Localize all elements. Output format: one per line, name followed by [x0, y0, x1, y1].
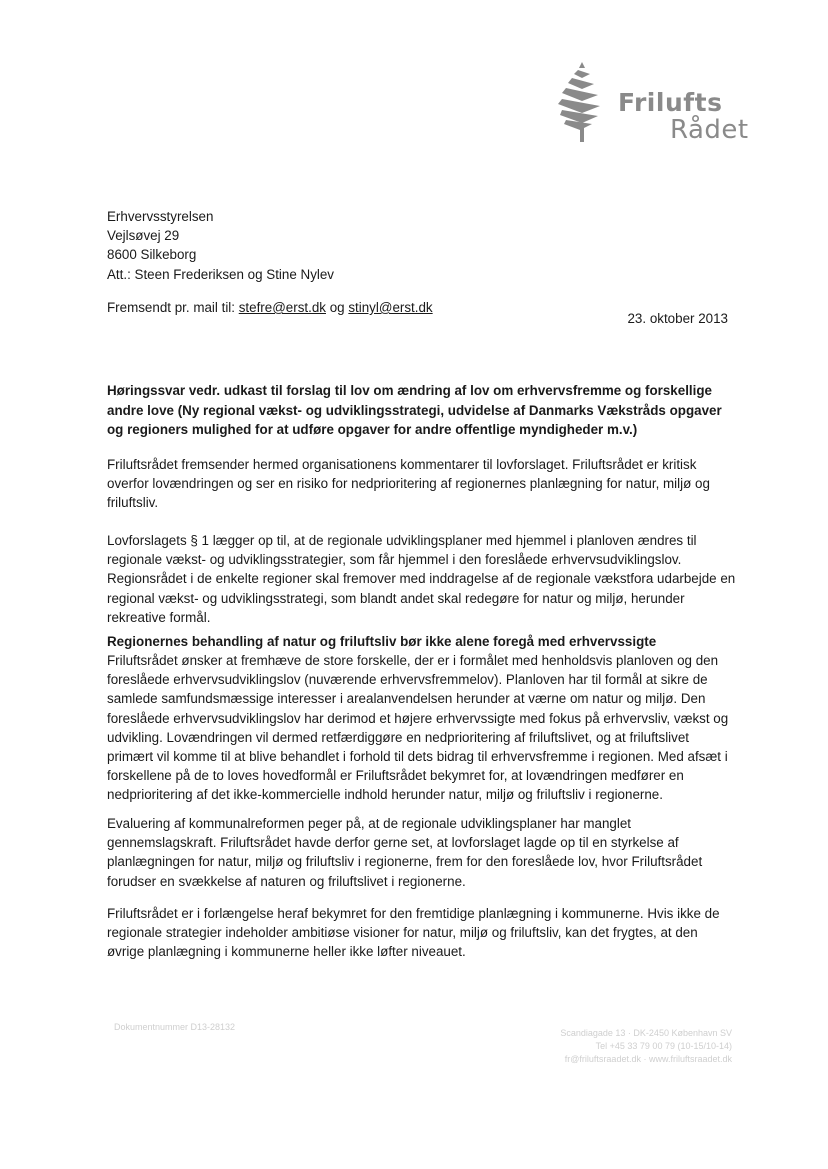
document-number: Dokumentnummer D13-28132	[114, 1022, 236, 1032]
email-link-stefre[interactable]: stefre@erst.dk	[238, 300, 326, 315]
logo-text-line1: Frilufts	[618, 88, 723, 117]
footer-phone: Tel +45 33 79 00 79 (10-15/10-14)	[595, 1041, 732, 1051]
email-link-stinyl[interactable]: stinyl@erst.dk	[348, 300, 433, 315]
recipient-address	[107, 207, 737, 284]
address-line: Erhvervsstyrelsen	[107, 209, 214, 224]
paragraph-intro: Friluftsrådet fremsender hermed organisationens kommentarer til lovforslaget. Friluftsrådet er kritisk overfor lovændringen og ser en risiko for nedprioritering af regionernes planlægning for natur, miljø og friluftsliv.	[107, 457, 710, 511]
paragraph-evaluation: Evaluering af kommunalreformen peger på, at de regionale udviklingsplaner har manglet gennemslagskraft. Friluftsrådet havde derfor gerne set, at lovforslaget lagde op til en styrkelse af planlægningen for natur, miljø og friluftsliv i regionerne, frem for den foreslåede lov, hvor Friluftsrådet forudser en svækkelse af naturen og friluftslivet i regionerne.	[107, 816, 703, 889]
paragraph-differences: Friluftsrådet ønsker at fremhæve de store forskelle, der er i formålet med henholdsvis planloven og den foreslåede erhvervsudviklingslov (nuværende erhvervsfremmelov). Planloven har til formål at sikre de samlede samfundsmæssige interesser i arealanvendelsen herunder at værne om natur og miljø. Den foreslåede erhvervsudviklingslov har derimod et højere erhvervssigte med fokus på erhvervsliv, vækst og udvikling. Lovændringen vil dermed retfærdiggøre en nedprioritering af friluftslivet, og at friluftslivet primært vil komme til at blive behandlet i forhold til dets bidrag til erhvervsfremme i regionen. Med afsæt i forskellene på de to loves hovedformål er Friluftsrådet bekymret for, at lovændringen medfører en nedprioritering af det ikke-kommercielle indhold herunder natur, miljø og friluftsliv i regionerne.	[107, 653, 729, 803]
logo	[552, 58, 752, 148]
section-heading: Regionernes behandling af natur og friluftsliv bør ikke alene foregå med erhvervssigte	[107, 634, 657, 649]
footer-address: Scandiagade 13 · DK-2450 København SV	[560, 1028, 732, 1038]
paragraph-municipalities: Friluftsrådet er i forlængelse heraf bekymret for den fremtidige planlægning i kommunerne. Hvis ikke de regionale strategier indeholder ambitiøse visioner for natur, miljø og friluftsliv, kan det frygtes, at den øvrige planlægning i kommunerne heller ikke løfter niveauet.	[107, 906, 720, 960]
subject-heading: Høringssvar vedr. udkast til forslag til lov om ændring af lov om erhvervsfremme og forskellige andre love (Ny regional vækst- og udviklingsstrategi, udvidelse af Danmarks Vækstråds opgaver og regioners mulighed for at udføre opgaver for andre offentlige myndigheder m.v.)	[107, 383, 722, 437]
address-line: 8600 Silkeborg	[107, 247, 197, 263]
letter-date: 23. oktober 2013	[627, 311, 728, 326]
footer-web: fr@friluftsraadet.dk · www.friluftsraadet.dk	[564, 1054, 732, 1064]
address-line: Vejlsøvej 29	[107, 228, 180, 244]
footer-contact	[560, 1027, 732, 1066]
paragraph-section1: Lovforslagets § 1 lægger op til, at de regionale udviklingsplaner med hjemmel i planloven ændres til regionale vækst- og udviklingsstrategier, som får hjemmel i den foreslåede erhvervsudviklingslov. Regionsrådet i de enkelte regioner skal fremover med inddragelse af de regionale vækstfora udarbejde en regional vækst- og udviklingsstrategi, som blandt andet skal redegøre for natur og miljø, herunder rekreative formål.	[107, 533, 736, 625]
sent-conjunction: og	[326, 300, 349, 315]
address-line: Att.: Steen Frederiksen og Stine Nylev	[107, 266, 335, 282]
sent-prefix: Fremsendt pr. mail til:	[107, 300, 239, 315]
leaf-icon	[552, 58, 612, 148]
logo-text-line2: Rådet	[670, 115, 749, 145]
